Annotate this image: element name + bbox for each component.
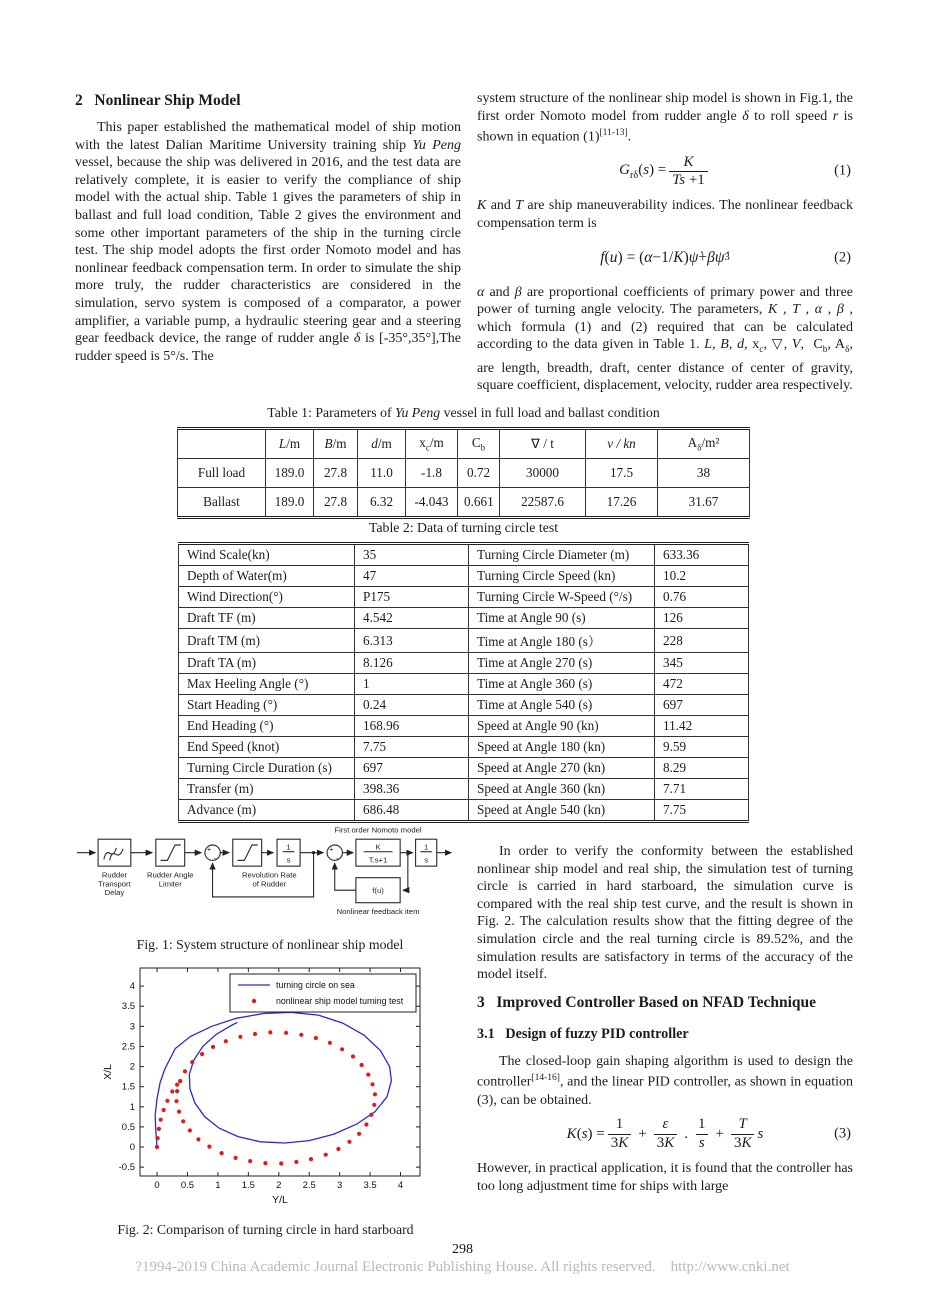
table-cell: Advance (m) bbox=[179, 800, 355, 822]
table-header-row bbox=[178, 429, 750, 459]
equation-1-lhs: $G_{r\delta}(s)$ = bbox=[619, 161, 667, 181]
table-cell: Start Heading (°) bbox=[179, 695, 355, 716]
table-cell: 7.71 bbox=[655, 779, 749, 800]
table-cell: 0.661 bbox=[458, 488, 500, 518]
page-number: 298 bbox=[452, 1242, 473, 1257]
equation-3-frac4: $\frac{T}{3K}$ bbox=[731, 1116, 755, 1152]
nomoto-den: T.s+1 bbox=[368, 855, 388, 865]
model-test-point bbox=[299, 1033, 303, 1037]
table-cell: 6.313 bbox=[355, 629, 469, 653]
model-test-point bbox=[238, 1035, 242, 1039]
table-cell: 6.32 bbox=[358, 488, 406, 518]
limiter-label-2: Limiter bbox=[158, 879, 182, 889]
model-test-point bbox=[314, 1036, 318, 1040]
table-cell: 17.26 bbox=[586, 488, 658, 518]
table-header-cell: d/m bbox=[358, 429, 406, 459]
equation-3-lhs: K(s) = bbox=[566, 1125, 605, 1142]
table-1-block bbox=[75, 405, 852, 519]
table-cell: 9.59 bbox=[655, 737, 749, 758]
section-3-1-heading: 3.1 Design of fuzzy PID controller bbox=[477, 1025, 689, 1042]
model-test-point bbox=[175, 1083, 179, 1087]
table-cell: Speed at Angle 540 (kn) bbox=[469, 800, 655, 822]
table-row bbox=[179, 800, 749, 822]
equation-3-number: (3) bbox=[834, 1125, 851, 1142]
section-2-paragraph: This paper established the mathematical model of ship motion with the latest Dalian Maritime University training ship Yu Peng vessel, because the ship was delivered in 2016, and the test data are relatively complete, it is easier to verify the compliance of ship model with the actual ship. Table 1 gives the parameters of ship in ballast and full load condition, Table 2 gives the environment and some other important parameters of the ship in the turning circle test. The ship model adopts the first order Nomoto model and has nonlinear feedback compensation term. In order to simulate the ship more truly, the rudder characteristics are considered in the simulation, servo system is composed of a comparator, a power amplifier, a variable pump, a hydraulic steering gear and a steering gear feedback device, the range of rudder angle δ is [-35°,35°],The rudder speed is 5°/s. The bbox=[75, 120, 461, 364]
dot-operator: . bbox=[684, 1125, 688, 1142]
angle-limiter-block bbox=[156, 839, 185, 866]
paragraph-model-intro: system structure of the nonlinear ship model is shown in Fig.1, the first order Nomoto model from rudder angle δ to roll speed r is shown in equation (1)[11-13]. bbox=[477, 91, 853, 145]
delay-label-2: Transport bbox=[98, 879, 131, 889]
legend-entry-2: nonlinear ship model turning test bbox=[276, 996, 404, 1006]
table-2-caption: Table 2: Data of turning circle test bbox=[368, 520, 559, 535]
model-test-point bbox=[183, 1069, 187, 1073]
model-test-point bbox=[165, 1099, 169, 1103]
figure-2-caption: Fig. 2: Comparison of turning circle in hard starboard bbox=[117, 1222, 414, 1237]
equation-3 bbox=[477, 1116, 853, 1152]
model-test-point bbox=[294, 1160, 298, 1164]
delay-label-1: Rudder bbox=[101, 870, 128, 880]
model-test-point bbox=[309, 1157, 313, 1161]
y-axis-label: X/L bbox=[102, 1064, 114, 1080]
y-tick-label: 2 bbox=[129, 1061, 135, 1073]
table-cell: Turning Circle Diameter (m) bbox=[469, 544, 655, 566]
paragraph-verification: In order to verify the conformity between the established nonlinear ship model and real ship, the simulation test of turning circle is carried in hard starboard, the simulation curve is compared with the real ship test curve, and the result is shown in Fig. 2. The calculation results show that the fitting degree of the simulation circle and the real turning circle is 89.52%, and the simulation results are satisfactory in terms of the accuracy of the model itself. bbox=[477, 844, 853, 983]
table-cell: Draft TA (m) bbox=[179, 653, 355, 674]
model-test-point bbox=[200, 1052, 204, 1056]
table-cell: 27.8 bbox=[314, 459, 358, 488]
copyright-line: ?1994-2019 China Academic Journal Electronic Publishing House. All rights reserved. http://www.cnki.net bbox=[135, 1259, 790, 1275]
table-cell: -4.043 bbox=[406, 488, 458, 518]
paragraph-coefficients: α and β are proportional coefficients of primary power and three power of turning angle velocity. The parameters, K , T , α , β , which formula (1) and (2) required that can be calculated according to the data given in Table 1. L, B, d, $x_c$, ▽, V, $C_b$, $A_\delta$, are length, breadth, draft, center distance of center of gravity, square coefficient, displacement, velocity, rudder area respectively. bbox=[477, 284, 854, 394]
y-tick-label: 0.5 bbox=[121, 1121, 135, 1133]
rate-limiter-block bbox=[233, 839, 262, 866]
model-test-point bbox=[170, 1089, 174, 1093]
block-diagram bbox=[75, 820, 455, 920]
table-cell: 27.8 bbox=[314, 488, 358, 518]
x-tick-label: 0 bbox=[154, 1180, 160, 1191]
y-tick-label: 3 bbox=[129, 1021, 135, 1033]
table-cell: Speed at Angle 90 (kn) bbox=[469, 716, 655, 737]
table-cell: Wind Scale(kn) bbox=[179, 544, 355, 566]
model-test-point bbox=[181, 1119, 185, 1123]
integrator-2-den: s bbox=[424, 855, 429, 865]
table-cell: 4.542 bbox=[355, 608, 469, 629]
table-row bbox=[178, 488, 750, 518]
table-cell: 35 bbox=[355, 544, 469, 566]
fu-input-wire bbox=[403, 853, 408, 891]
table-row bbox=[179, 779, 749, 800]
model-test-point bbox=[364, 1122, 368, 1126]
table-row bbox=[179, 629, 749, 653]
model-test-point bbox=[351, 1054, 355, 1058]
nomoto-num: K bbox=[375, 842, 381, 852]
model-test-point bbox=[220, 1151, 224, 1155]
model-test-point bbox=[190, 1060, 194, 1064]
equation-3-tail: s bbox=[757, 1125, 764, 1142]
y-tick-label: -0.5 bbox=[118, 1162, 135, 1174]
table-cell: 345 bbox=[655, 653, 749, 674]
table-cell: 47 bbox=[355, 566, 469, 587]
table-cell: 22587.6 bbox=[500, 488, 586, 518]
equation-1-number: (1) bbox=[834, 162, 851, 179]
model-test-point bbox=[156, 1136, 160, 1140]
table-2-block bbox=[75, 520, 852, 823]
section-2-heading: 2 Nonlinear Ship Model bbox=[75, 92, 241, 109]
table-cell: Turning Circle Speed (kn) bbox=[469, 566, 655, 587]
table-cell: 228 bbox=[655, 629, 749, 653]
model-test-point bbox=[373, 1092, 377, 1096]
table-cell: P175 bbox=[355, 587, 469, 608]
model-test-point bbox=[207, 1145, 211, 1149]
table-cell: 0.24 bbox=[355, 695, 469, 716]
nomoto-title: First order Nomoto model bbox=[334, 825, 422, 835]
integrator-2-num: 1 bbox=[423, 842, 429, 852]
table-header-cell: v / kn bbox=[586, 429, 658, 459]
x-tick-label: 2 bbox=[276, 1180, 282, 1191]
model-test-point bbox=[370, 1082, 374, 1086]
table-cell: Depth of Water(m) bbox=[179, 566, 355, 587]
table-cell: 17.5 bbox=[586, 459, 658, 488]
model-test-point bbox=[253, 1032, 257, 1036]
sum2-plus-sign: + bbox=[328, 844, 334, 854]
table-cell: Turning Circle W-Speed (°/s) bbox=[469, 587, 655, 608]
table-row bbox=[179, 737, 749, 758]
table-header-cell bbox=[178, 429, 266, 459]
table-cell: Time at Angle 540 (s) bbox=[469, 695, 655, 716]
table-cell: Speed at Angle 180 (kn) bbox=[469, 737, 655, 758]
x-tick-label: 2.5 bbox=[302, 1180, 316, 1191]
y-tick-label: 3.5 bbox=[121, 1001, 135, 1013]
turning-circle-chart bbox=[98, 958, 428, 1213]
table-cell: Draft TF (m) bbox=[179, 608, 355, 629]
y-tick-label: 1 bbox=[129, 1101, 135, 1113]
table-header-cell: $x_c/m$ bbox=[406, 429, 458, 459]
table-cell: -1.8 bbox=[406, 459, 458, 488]
model-test-point bbox=[268, 1030, 272, 1034]
model-test-point bbox=[178, 1079, 182, 1083]
table-cell: Max Heeling Angle (°) bbox=[179, 674, 355, 695]
equation-2-body: f ( u ) = ( α −1/ K ) ψ̇ + β ψ̇ 3 bbox=[600, 248, 730, 266]
model-test-point bbox=[369, 1113, 373, 1117]
fu-output-wire bbox=[335, 863, 356, 890]
table-cell: Draft TM (m) bbox=[179, 629, 355, 653]
model-test-point bbox=[328, 1041, 332, 1045]
table-row bbox=[179, 674, 749, 695]
table-cell: Full load bbox=[178, 459, 266, 488]
model-test-point bbox=[357, 1132, 361, 1136]
model-test-point bbox=[174, 1099, 178, 1103]
table-cell: Time at Angle 270 (s) bbox=[469, 653, 655, 674]
figure-2-block bbox=[98, 958, 433, 1238]
sum2-minus-sign: − bbox=[335, 854, 341, 864]
table-cell: End Speed (knot) bbox=[179, 737, 355, 758]
x-tick-label: 3.5 bbox=[363, 1180, 377, 1191]
table-header-cell: $C_b$ bbox=[458, 429, 500, 459]
table-row bbox=[179, 587, 749, 608]
x-tick-label: 1 bbox=[215, 1180, 221, 1191]
equation-2-number: (2) bbox=[834, 249, 851, 266]
plus-operator-2: + bbox=[715, 1125, 724, 1142]
model-test-point bbox=[224, 1039, 228, 1043]
table-cell: Ballast bbox=[178, 488, 266, 518]
table-row bbox=[179, 758, 749, 779]
right-column-lower bbox=[477, 843, 853, 1197]
table-cell: 31.67 bbox=[658, 488, 750, 518]
legend-dot-sample bbox=[252, 999, 256, 1003]
section-3-heading: 3 Improved Controller Based on NFAD Technique bbox=[477, 993, 817, 1011]
model-test-point bbox=[175, 1089, 179, 1093]
table-cell: 11.0 bbox=[358, 459, 406, 488]
x-tick-label: 4 bbox=[397, 1180, 404, 1191]
equation-3-frac2: $\frac{\varepsilon}{3K}$ bbox=[654, 1116, 678, 1152]
model-test-point bbox=[155, 1145, 159, 1149]
y-tick-label: 1.5 bbox=[121, 1081, 135, 1093]
table-cell: Turning Circle Duration (s) bbox=[179, 758, 355, 779]
model-test-point bbox=[372, 1103, 376, 1107]
table-cell: 7.75 bbox=[655, 800, 749, 822]
delay-label-3: Delay bbox=[104, 888, 125, 898]
paragraph-however: However, in practical application, it is found that the controller has too long adjustment time for ships with large bbox=[477, 1161, 853, 1194]
table-cell: 126 bbox=[655, 608, 749, 629]
table-cell: 189.0 bbox=[266, 488, 314, 518]
paragraph-kt-indices: K and T are ship maneuverability indices. The nonlinear feedback compensation term is bbox=[477, 198, 854, 232]
table-1 bbox=[177, 427, 750, 519]
table-cell: Time at Angle 180 (s） bbox=[469, 629, 655, 653]
table-cell: 1 bbox=[355, 674, 469, 695]
equation-1 bbox=[477, 153, 853, 189]
table-cell: 30000 bbox=[500, 459, 586, 488]
table-cell: 10.2 bbox=[655, 566, 749, 587]
model-test-point bbox=[284, 1031, 288, 1035]
integrator-1-num: 1 bbox=[286, 842, 291, 852]
feedback-title: Nonlinear feedback item bbox=[336, 907, 420, 917]
rate-label-1: Revolution Rate bbox=[241, 870, 297, 880]
integrator-1-den: s bbox=[286, 855, 291, 865]
model-test-point bbox=[360, 1063, 364, 1067]
x-tick-label: 0.5 bbox=[180, 1180, 195, 1191]
fu-label: f(u) bbox=[372, 886, 384, 896]
equation-1-fraction: $\frac{K}{Ts +1}$ bbox=[669, 154, 708, 190]
model-test-point bbox=[340, 1047, 344, 1051]
equation-3-frac1: $\frac{1}{3K}$ bbox=[608, 1116, 632, 1152]
table-cell: 633.36 bbox=[655, 544, 749, 566]
table-cell: Time at Angle 360 (s) bbox=[469, 674, 655, 695]
model-test-point bbox=[347, 1140, 351, 1144]
x-tick-label: 3 bbox=[337, 1180, 343, 1191]
model-test-point bbox=[157, 1127, 161, 1131]
model-test-point bbox=[211, 1045, 215, 1049]
paragraph-pid-design: The closed-loop gain shaping algorithm is used to design the controller[14-16], and the linear PID controller, as shown in equation (3), can be obtained. bbox=[477, 1053, 853, 1108]
limiter-label-1: Rudder Angle bbox=[146, 870, 194, 880]
table-row bbox=[179, 566, 749, 587]
table-cell: 472 bbox=[655, 674, 749, 695]
table-header-cell: ∇ / t bbox=[500, 429, 586, 459]
table-cell: 189.0 bbox=[266, 459, 314, 488]
table-cell: 697 bbox=[355, 758, 469, 779]
figure-1-caption: Fig. 1: System structure of nonlinear ship model bbox=[136, 937, 404, 952]
rate-label-2: of Rudder bbox=[252, 879, 287, 889]
model-test-point bbox=[188, 1128, 192, 1132]
x-tick-label: 1.5 bbox=[241, 1180, 255, 1191]
y-tick-label: 2.5 bbox=[121, 1041, 135, 1053]
equation-2 bbox=[477, 240, 853, 276]
table-cell: 697 bbox=[655, 695, 749, 716]
model-test-point bbox=[324, 1153, 328, 1157]
legend-entry-1: turning circle on sea bbox=[276, 980, 355, 990]
table-cell: 168.96 bbox=[355, 716, 469, 737]
table-cell: 0.76 bbox=[655, 587, 749, 608]
model-test-point bbox=[159, 1118, 163, 1122]
x-axis-label: Y/L bbox=[272, 1194, 288, 1206]
y-tick-label: 4 bbox=[129, 981, 135, 993]
model-test-point bbox=[177, 1110, 181, 1114]
model-test-point bbox=[248, 1159, 252, 1163]
table-row bbox=[179, 653, 749, 674]
table-header-cell: $A_\delta/m^2$ bbox=[658, 429, 750, 459]
sum1-plus-sign: + bbox=[206, 844, 212, 854]
table-cell: 686.48 bbox=[355, 800, 469, 822]
table-header-cell: B/m bbox=[314, 429, 358, 459]
table-cell: Transfer (m) bbox=[179, 779, 355, 800]
table-2 bbox=[178, 542, 749, 823]
table-row bbox=[178, 459, 750, 488]
table-row bbox=[179, 716, 749, 737]
sea-turning-circle-line bbox=[155, 1012, 391, 1147]
table-row bbox=[179, 608, 749, 629]
table-cell: 8.29 bbox=[655, 758, 749, 779]
table-cell: 38 bbox=[658, 459, 750, 488]
table-cell: Speed at Angle 360 (kn) bbox=[469, 779, 655, 800]
table-cell: Time at Angle 90 (s) bbox=[469, 608, 655, 629]
model-test-point bbox=[196, 1137, 200, 1141]
table-cell: 398.36 bbox=[355, 779, 469, 800]
table-row bbox=[179, 695, 749, 716]
model-test-point bbox=[234, 1156, 238, 1160]
model-test-point bbox=[162, 1108, 166, 1112]
y-tick-label: 0 bbox=[129, 1142, 135, 1154]
table-row bbox=[179, 544, 749, 566]
equation-3-frac3: $\frac{1}{s}$ bbox=[695, 1116, 709, 1152]
table-cell: 7.75 bbox=[355, 737, 469, 758]
model-test-point bbox=[279, 1161, 283, 1165]
table-cell: 8.126 bbox=[355, 653, 469, 674]
table-header-cell: L/m bbox=[266, 429, 314, 459]
table-cell: Speed at Angle 270 (kn) bbox=[469, 758, 655, 779]
table-cell: End Heading (°) bbox=[179, 716, 355, 737]
model-test-point bbox=[366, 1073, 370, 1077]
right-column-upper bbox=[477, 90, 853, 397]
sum1-minus-sign: − bbox=[213, 854, 219, 864]
table-cell: Wind Direction(°) bbox=[179, 587, 355, 608]
figure-1-block bbox=[75, 820, 465, 953]
model-test-point bbox=[263, 1161, 267, 1165]
table-1-caption: Table 1: Parameters of Yu Peng vessel in full load and ballast condition bbox=[267, 405, 660, 420]
model-test-point bbox=[336, 1147, 340, 1151]
table-cell: 0.72 bbox=[458, 459, 500, 488]
table-cell: 11.42 bbox=[655, 716, 749, 737]
left-column bbox=[75, 92, 461, 367]
plus-operator: + bbox=[638, 1125, 647, 1142]
